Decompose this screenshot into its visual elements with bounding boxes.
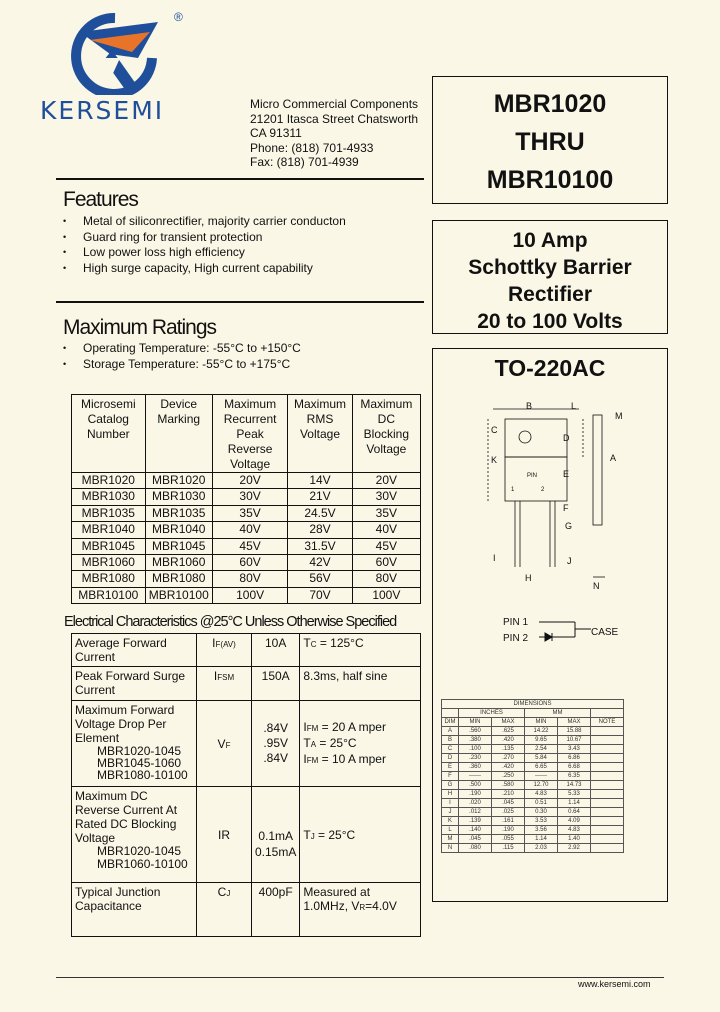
- ec-cond: TJ = 25°C: [300, 787, 421, 883]
- ec-value: .95V: [263, 736, 289, 750]
- dim-cell: [591, 745, 624, 754]
- ratings-cell: MBR1040: [72, 522, 146, 538]
- dim-cell: 14.22: [525, 727, 558, 736]
- ec-param: Average Forward Current: [72, 634, 197, 667]
- dim-label-m: M: [615, 411, 623, 421]
- dim-label-c: C: [491, 425, 498, 435]
- ec-symbol: IF(AV): [197, 634, 252, 667]
- pin-2-label: 2: [541, 487, 545, 493]
- ec-values: [252, 701, 300, 787]
- part-line-3: MBR10100: [486, 166, 614, 194]
- dim-cell: ------: [525, 772, 558, 781]
- dim-group-mm: MM: [525, 709, 591, 718]
- dim-row: [442, 745, 624, 754]
- company-line: Micro Commercial Components: [250, 97, 419, 111]
- desc-line-3: Rectifier: [507, 283, 593, 306]
- ec-value: .84V: [263, 721, 289, 735]
- ratings-cell: 80V: [352, 571, 420, 587]
- package-box: [432, 348, 668, 902]
- ratings-cell: 35V: [212, 505, 287, 521]
- dim-label-l: L: [571, 401, 577, 411]
- dim-cell: 6.68: [558, 763, 591, 772]
- dim-row: [442, 772, 624, 781]
- dim-cell: [591, 772, 624, 781]
- ratings-row: [72, 522, 421, 538]
- max-ratings-list: [63, 341, 301, 372]
- ratings-cell: 45V: [212, 538, 287, 554]
- part-line-1: MBR1020: [493, 90, 607, 118]
- company-line: Fax: (818) 701-4939: [250, 155, 359, 169]
- company-line: Phone: (818) 701-4933: [250, 140, 374, 155]
- ratings-cell: MBR1060: [145, 555, 212, 571]
- ratings-cell: MBR1035: [145, 505, 212, 521]
- ec-cond: IFM = 20 A mper: [303, 719, 386, 734]
- dim-header: MIN: [525, 718, 558, 727]
- pin1-label: PIN 1: [503, 617, 529, 628]
- dim-row: [442, 808, 624, 817]
- dim-cell: .135: [492, 745, 525, 754]
- dim-cell: 5.33: [558, 790, 591, 799]
- dim-cell: 10.67: [558, 736, 591, 745]
- dim-cell: 12.70: [525, 781, 558, 790]
- ratings-cell: MBR1045: [145, 538, 212, 554]
- dim-cell: 0.51: [525, 799, 558, 808]
- package-name: TO-220AC: [494, 355, 606, 381]
- ec-param: [72, 701, 197, 787]
- ratings-cell: 56V: [288, 571, 352, 587]
- ratings-cell: MBR1020: [145, 473, 212, 489]
- ec-symbol: VF: [197, 701, 252, 787]
- dim-blank: [591, 709, 624, 718]
- ratings-cell: 14V: [288, 473, 352, 489]
- dim-cell: .250: [492, 772, 525, 781]
- dim-cell: .025: [492, 808, 525, 817]
- dim-row: [442, 790, 624, 799]
- dim-cell: [591, 781, 624, 790]
- ratings-cell: 42V: [288, 555, 352, 571]
- desc-line-1: 10 Amp: [512, 229, 588, 252]
- dim-cell: C: [442, 745, 459, 754]
- dim-cell: 1.14: [525, 835, 558, 844]
- dim-cell: .161: [492, 817, 525, 826]
- dim-label-d: D: [563, 433, 570, 443]
- ratings-cell: 40V: [352, 522, 420, 538]
- ratings-cell: 21V: [288, 489, 352, 505]
- dim-cell: [591, 799, 624, 808]
- dim-cell: .625: [492, 727, 525, 736]
- dim-cell: N: [442, 844, 459, 853]
- dim-cell: .045: [459, 835, 492, 844]
- ratings-row: [72, 555, 421, 571]
- dim-cell: H: [442, 790, 459, 799]
- ratings-cell: MBR1030: [72, 489, 146, 505]
- ec-conds: [300, 701, 421, 787]
- ratings-cell: MBR1030: [145, 489, 212, 505]
- dim-cell: 5.84: [525, 754, 558, 763]
- dim-cell: D: [442, 754, 459, 763]
- dim-cell: [591, 826, 624, 835]
- dim-cell: B: [442, 736, 459, 745]
- case-label: CASE: [591, 627, 619, 638]
- feature-item: • High surge capacity, High current capability: [63, 261, 346, 277]
- dim-title: DIMENSIONS: [442, 700, 624, 709]
- max-ratings-title: Maximum Ratings: [63, 316, 217, 339]
- dim-cell: 6.35: [558, 772, 591, 781]
- dim-cell: [591, 817, 624, 826]
- ratings-cell: 60V: [352, 555, 420, 571]
- ec-value: 400pF: [252, 883, 300, 937]
- ratings-cell: 40V: [212, 522, 287, 538]
- ec-value: .84V: [263, 751, 289, 765]
- dim-cell: [591, 790, 624, 799]
- dim-cell: 3.53: [525, 817, 558, 826]
- dim-group-inches: INCHES: [459, 709, 525, 718]
- dim-cell: I: [442, 799, 459, 808]
- dim-cell: .420: [492, 736, 525, 745]
- dim-label-i: I: [493, 553, 496, 563]
- feature-item: • Low power loss high efficiency: [63, 245, 346, 261]
- dim-cell: [591, 808, 624, 817]
- dim-header: MIN: [459, 718, 492, 727]
- dim-row: [442, 727, 624, 736]
- ec-param-text: Maximum Forward Voltage Drop Per Element: [75, 703, 175, 745]
- pin2-label: PIN 2: [503, 633, 529, 644]
- dim-cell: E: [442, 763, 459, 772]
- dimensions-table: [441, 699, 624, 853]
- ratings-row: [72, 489, 421, 505]
- ratings-row: [72, 505, 421, 521]
- dim-cell: 0.64: [558, 808, 591, 817]
- dim-cell: 2.92: [558, 844, 591, 853]
- dim-row: [442, 754, 624, 763]
- dim-cell: .055: [492, 835, 525, 844]
- dim-cell: .140: [459, 826, 492, 835]
- dim-cell: .560: [459, 727, 492, 736]
- features-title: Features: [63, 188, 138, 211]
- diode-schematic: [539, 617, 595, 643]
- dim-cell: .190: [459, 790, 492, 799]
- company-line: 21201 Itasca Street Chatsworth: [250, 111, 419, 126]
- ec-sub: MBR1080-10100: [97, 768, 188, 782]
- ratings-cell: 45V: [352, 538, 420, 554]
- ratings-cell: MBR1080: [72, 571, 146, 587]
- dim-row: [442, 826, 624, 835]
- dim-cell: [591, 754, 624, 763]
- dim-cell: 4.83: [525, 790, 558, 799]
- max-ratings-table: [71, 394, 421, 604]
- dim-row: [442, 835, 624, 844]
- dim-label-h: H: [525, 573, 532, 583]
- dim-cell: J: [442, 808, 459, 817]
- ratings-cell: 30V: [352, 489, 420, 505]
- dim-cell: 2.03: [525, 844, 558, 853]
- dim-cell: F: [442, 772, 459, 781]
- ratings-cell: 60V: [212, 555, 287, 571]
- dim-cell: .139: [459, 817, 492, 826]
- ratings-header: Maximum Recurrent Peak Reverse Voltage: [212, 395, 287, 473]
- footer-url: www.kersemi.com: [578, 979, 651, 989]
- dim-cell: .360: [459, 763, 492, 772]
- rating-item: • Storage Temperature: -55°C to +175°C: [63, 357, 301, 373]
- dim-cell: 3.56: [525, 826, 558, 835]
- dim-cell: 9.65: [525, 736, 558, 745]
- dim-cell: 1.14: [558, 799, 591, 808]
- ratings-cell: 20V: [212, 473, 287, 489]
- dim-row: [442, 799, 624, 808]
- ec-param: [72, 787, 197, 883]
- features-rule: [56, 301, 424, 303]
- ratings-cell: MBR10100: [72, 587, 146, 603]
- dim-cell: .230: [459, 754, 492, 763]
- registered-mark: ®: [174, 10, 183, 24]
- dim-cell: .210: [492, 790, 525, 799]
- ratings-cell: 24.5V: [288, 505, 352, 521]
- dim-cell: 14.73: [558, 781, 591, 790]
- ec-sub: MBR1045-1060: [97, 756, 182, 770]
- ec-value: 0.1mA: [258, 828, 294, 843]
- dim-cell: .100: [459, 745, 492, 754]
- dim-row: [442, 844, 624, 853]
- dim-cell: .190: [492, 826, 525, 835]
- ec-value: 0.15mA: [255, 844, 297, 859]
- ec-values: [252, 787, 300, 883]
- pin-1-label: 1: [511, 487, 515, 493]
- dim-cell: [591, 736, 624, 745]
- ratings-header: Microsemi Catalog Number: [72, 395, 146, 473]
- dim-cell: .420: [492, 763, 525, 772]
- dim-cell: .500: [459, 781, 492, 790]
- company-line: CA 91311: [250, 126, 302, 140]
- ec-param: Typical Junction Capacitance: [72, 883, 197, 937]
- ec-cond: TA = 25°C: [303, 735, 357, 750]
- ratings-row: [72, 538, 421, 554]
- dim-label-n: N: [593, 581, 600, 591]
- ec-value: 10A: [252, 634, 300, 667]
- dim-cell: [591, 727, 624, 736]
- electrical-table: [71, 633, 421, 937]
- dim-cell: .580: [492, 781, 525, 790]
- dim-cell: .380: [459, 736, 492, 745]
- dim-cell: 6.86: [558, 754, 591, 763]
- dim-header: DIM: [442, 718, 459, 727]
- ec-sub: MBR1060-10100: [97, 857, 188, 871]
- part-number-box: [432, 76, 668, 204]
- dim-cell: [591, 844, 624, 853]
- dim-row: [442, 736, 624, 745]
- feature-item: • Guard ring for transient protection: [63, 230, 346, 246]
- dim-cell: A: [442, 727, 459, 736]
- ratings-cell: 31.5V: [288, 538, 352, 554]
- dim-label-g: G: [565, 521, 573, 531]
- dim-row: [442, 817, 624, 826]
- dim-header: MAX: [558, 718, 591, 727]
- dim-cell: 15.88: [558, 727, 591, 736]
- dim-label-f: F: [563, 503, 569, 513]
- dim-cell: .045: [492, 799, 525, 808]
- ratings-cell: MBR1045: [72, 538, 146, 554]
- kersemi-logo-mark: [40, 10, 190, 95]
- ratings-cell: 28V: [288, 522, 352, 538]
- rating-item: • Operating Temperature: -55°C to +150°C: [63, 341, 301, 357]
- company-info: [250, 97, 418, 170]
- ec-param-text: Maximum DC Reverse Current At Rated DC Blocking Voltage: [75, 789, 178, 845]
- dim-cell: 0.30: [525, 808, 558, 817]
- dim-row: [442, 781, 624, 790]
- ec-value: 150A: [252, 667, 300, 701]
- desc-line-2: Schottky Barrier: [468, 256, 632, 279]
- dim-row: [442, 763, 624, 772]
- dim-cell: 6.65: [525, 763, 558, 772]
- dim-cell: .115: [492, 844, 525, 853]
- ec-cond: TC = 125°C: [300, 634, 421, 667]
- ratings-row: [72, 571, 421, 587]
- ec-sub: MBR1020-1045: [97, 744, 182, 758]
- dim-blank: [442, 709, 459, 718]
- ratings-cell: 70V: [288, 587, 352, 603]
- package-drawing: [433, 399, 666, 649]
- dim-label-j: J: [567, 556, 572, 566]
- ratings-header: Maximum RMS Voltage: [288, 395, 352, 473]
- dim-label-a: A: [610, 453, 617, 463]
- dim-header: NOTE: [591, 718, 624, 727]
- dim-header: MAX: [492, 718, 525, 727]
- ec-cond: IFM = 10 A mper: [303, 751, 386, 766]
- ratings-cell: MBR1035: [72, 505, 146, 521]
- ec-symbol: IFSM: [197, 667, 252, 701]
- ratings-cell: 100V: [212, 587, 287, 603]
- pin-text: PIN: [527, 473, 538, 479]
- dim-cell: 2.54: [525, 745, 558, 754]
- ec-sub: MBR1020-1045: [97, 844, 182, 858]
- dim-cell: 4.83: [558, 826, 591, 835]
- ec-cond: 8.3ms, half sine: [300, 667, 421, 701]
- ratings-cell: 30V: [212, 489, 287, 505]
- features-list: [63, 214, 346, 276]
- electrical-title: Electrical Characteristics @25°C Unless Otherwise Specified: [64, 614, 397, 630]
- ec-symbol: IR: [197, 787, 252, 883]
- dim-cell: 3.43: [558, 745, 591, 754]
- ratings-header: Device Marking: [145, 395, 212, 473]
- feature-item: • Metal of siliconrectifier, majority carrier conducton: [63, 214, 346, 230]
- ratings-cell: MBR1060: [72, 555, 146, 571]
- ratings-row: [72, 587, 421, 603]
- brand-name: KERSEMI: [40, 96, 165, 125]
- dim-cell: ------: [459, 772, 492, 781]
- dim-cell: [591, 835, 624, 844]
- logo: [40, 10, 190, 130]
- description-box: [432, 220, 668, 334]
- ratings-cell: MBR1080: [145, 571, 212, 587]
- ec-param: Peak Forward Surge Current: [72, 667, 197, 701]
- ratings-cell: MBR10100: [145, 587, 212, 603]
- dim-cell: .012: [459, 808, 492, 817]
- ratings-cell: 80V: [212, 571, 287, 587]
- desc-line-4: 20 to 100 Volts: [477, 310, 623, 333]
- ec-cond: Measured at 1.0MHz, VR=4.0V: [300, 883, 421, 937]
- part-line-2: THRU: [515, 128, 585, 156]
- dim-cell: G: [442, 781, 459, 790]
- ratings-header: Maximum DC Blocking Voltage: [352, 395, 420, 473]
- ratings-cell: 35V: [352, 505, 420, 521]
- ratings-cell: 20V: [352, 473, 420, 489]
- dim-cell: L: [442, 826, 459, 835]
- ratings-cell: 100V: [352, 587, 420, 603]
- dim-cell: [591, 763, 624, 772]
- dim-cell: 4.09: [558, 817, 591, 826]
- dim-cell: K: [442, 817, 459, 826]
- dim-label-b: B: [526, 401, 533, 411]
- ratings-row: [72, 473, 421, 489]
- ratings-cell: MBR1040: [145, 522, 212, 538]
- dim-cell: .020: [459, 799, 492, 808]
- dim-label-e: E: [563, 469, 570, 479]
- ec-symbol: CJ: [197, 883, 252, 937]
- footer-rule: [56, 977, 664, 978]
- dim-cell: .080: [459, 844, 492, 853]
- header-rule: [56, 178, 424, 180]
- dim-cell: .270: [492, 754, 525, 763]
- dim-cell: M: [442, 835, 459, 844]
- dim-label-k: K: [491, 455, 498, 465]
- dimensions-table-wrap: [441, 699, 624, 853]
- dim-cell: 1.40: [558, 835, 591, 844]
- ratings-cell: MBR1020: [72, 473, 146, 489]
